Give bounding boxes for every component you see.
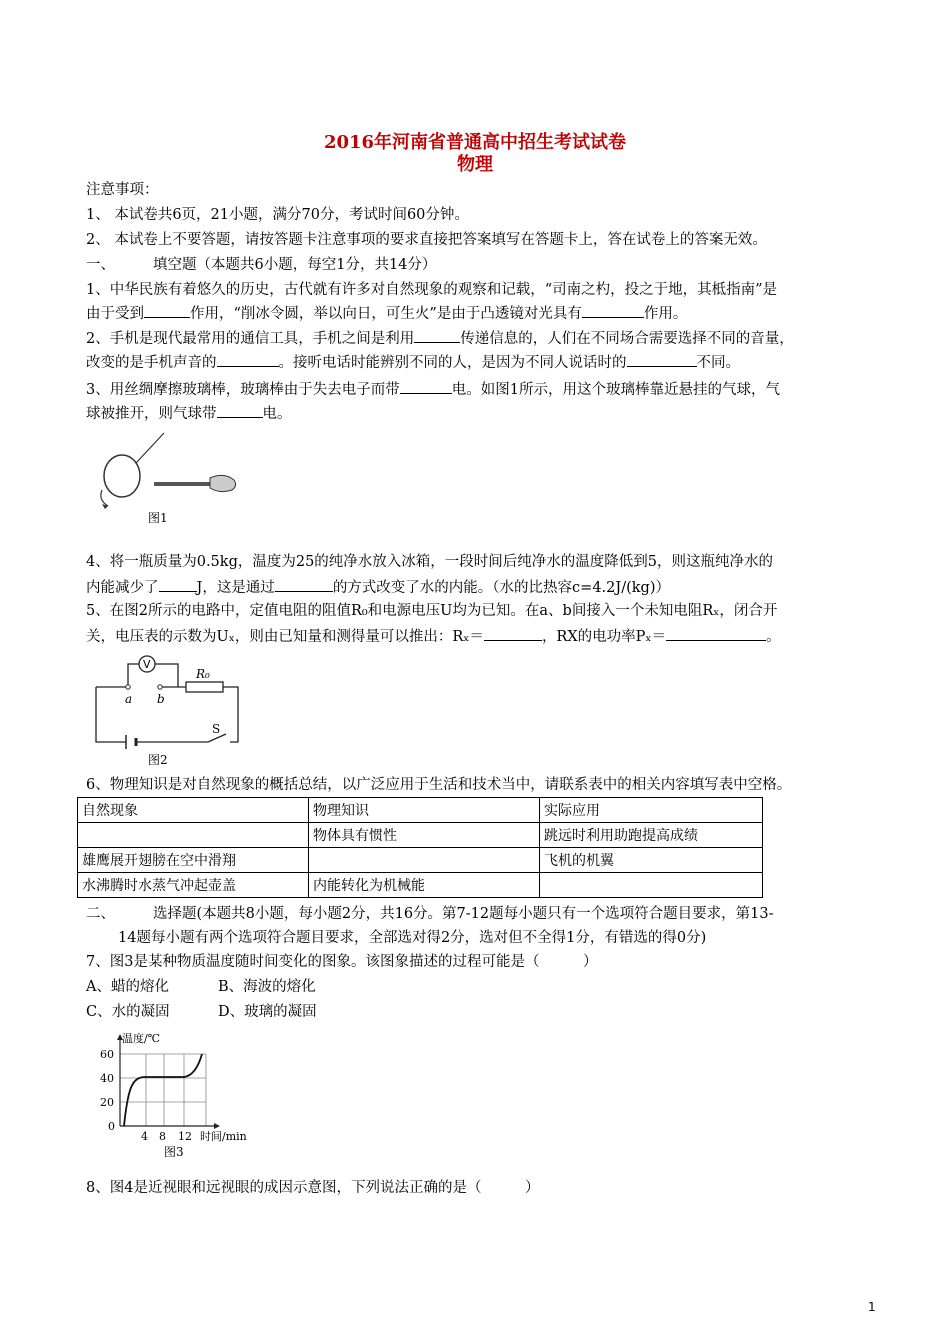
switch-label: S [212, 722, 221, 736]
table-cell: 内能转化为机械能 [309, 873, 540, 898]
resistor-r0-icon [186, 682, 223, 692]
q2-blank-1[interactable] [414, 327, 460, 343]
section2-number: 二、 [86, 906, 115, 922]
table-cell-blank[interactable] [78, 823, 309, 848]
temperature-curve [124, 1054, 202, 1126]
x-tick-12: 12 [178, 1130, 192, 1143]
grid-lines [120, 1054, 206, 1126]
section1-title: 填空题（本题共6小题，每空1分，共14分） [153, 257, 437, 273]
table-header-cell: 自然现象 [78, 798, 309, 823]
q2-text-b: 传递信息的，人们在不同场合需要选择不同的音量， [460, 331, 794, 347]
q2-line2 [86, 351, 740, 373]
q3-line1 [86, 378, 780, 400]
table-cell-blank[interactable] [309, 848, 540, 873]
figure-3-graph [88, 1028, 268, 1163]
q5-blank-1[interactable] [484, 625, 542, 641]
q7-option-a[interactable]: A、蜡的熔化 [86, 979, 169, 995]
q8-text: 8、图4是近视眼和远视眼的成因示意图，下列说法正确的是（ ） [86, 1180, 540, 1196]
terminal-a-label: a [125, 692, 133, 706]
voltmeter-label: V [143, 658, 151, 671]
x-axis-label: 时间/min [200, 1130, 247, 1143]
y-tick-20: 20 [100, 1096, 114, 1109]
q1-blank-2[interactable] [582, 302, 644, 318]
q4-text-c: 的方式改变了水的内能。（水的比热容c=4.2J/(kg)） [332, 580, 670, 596]
q3-text-b: 电。如图1所示，用这个玻璃棒靠近悬挂的气球，气 [451, 382, 780, 398]
page-number: 1 [868, 1300, 876, 1314]
wire-left [96, 687, 126, 742]
x-axis-arrow-icon [214, 1123, 220, 1129]
y-axis-label: 温度/℃ [122, 1032, 161, 1045]
q4-text-a: 内能减少了 [86, 580, 159, 596]
table-cell: 飞机的机翼 [540, 848, 763, 873]
q4-line2 [86, 576, 670, 598]
figure-2-circuit [88, 650, 248, 768]
terminal-a [126, 685, 130, 689]
q6-intro: 6、物理知识是对自然现象的概括总结，以广泛应用于生活和技术当中，请联系表中的相关内容填写表中空格。 [86, 777, 792, 793]
y-tick-60: 60 [100, 1048, 114, 1061]
q3-text-d: 电。 [262, 406, 292, 422]
q5-text-a: 关，电压表的示数为Uₓ，则由已知量和测得量可以推出：Rₓ＝ [86, 629, 484, 645]
table-header-cell: 物理知识 [309, 798, 540, 823]
q1-line2 [86, 302, 687, 324]
y-tick-0: 0 [108, 1120, 115, 1133]
q5-blank-2[interactable] [666, 625, 766, 641]
figure-1-label: 图1 [148, 511, 168, 525]
x-tick-4: 4 [141, 1130, 148, 1143]
table-header-cell: 实际应用 [540, 798, 763, 823]
table-cell-blank[interactable] [540, 873, 763, 898]
figure-1-balloon-rod [88, 430, 248, 530]
table-row [78, 873, 763, 898]
q1-blank-1[interactable] [144, 302, 190, 318]
terminal-b [158, 685, 162, 689]
notice-heading: 注意事项： [86, 182, 159, 198]
q7-text: 7、图3是某种物质温度随时间变化的图象。该图象描述的过程可能是（ ） [86, 954, 598, 970]
q3-blank-1[interactable] [400, 378, 452, 394]
q1-text-c: 作用。 [643, 306, 688, 322]
voltmeter-wire-right [155, 664, 178, 687]
q2-blank-2[interactable] [217, 351, 279, 367]
table-header-row [78, 798, 763, 823]
figure-3-label: 图3 [164, 1145, 184, 1159]
q2-text-c: 改变的是手机声音的 [86, 355, 217, 371]
q1-text-b: 作用，“削冰令圆，举以向日，可生火”是由于凸透镜对光具有 [190, 306, 582, 322]
notice-item-1: 1、 本试卷共6页，21小题，满分70分，考试时间60分钟。 [86, 207, 469, 223]
q1-text-a: 由于受到 [86, 306, 144, 322]
q4-blank-1[interactable] [159, 576, 197, 592]
q7-options-row2 [86, 1002, 317, 1022]
exam-title: 2016年河南省普通高中招生考试试卷 [323, 132, 627, 153]
figure-2-label: 图2 [148, 753, 168, 767]
table-row [78, 823, 763, 848]
q7-option-d[interactable]: D、玻璃的凝固 [218, 1004, 317, 1020]
q2-text-a: 2、手机是现代最常用的通信工具，手机之间是利用 [86, 331, 415, 347]
q7-option-b[interactable]: B、海波的熔化 [218, 979, 316, 995]
q2-text-e: 不同。 [696, 355, 740, 371]
motion-arrow-icon [101, 490, 108, 506]
notice-item-2: 2、 本试卷上不要答题，请按答题卡注意事项的要求直接把答案填写在答题卡上，答在试卷上的答案无效。 [86, 232, 767, 248]
q3-line2 [86, 402, 292, 424]
q5-line1: 5、在图2所示的电路中，定值电阻的阻值R₀和电源电压U均为已知。在a、b间接入一个未知电阻Rₓ，闭合开 [86, 603, 778, 619]
section1-number: 一、 [86, 257, 115, 273]
table-cell: 水沸腾时水蒸气冲起壶盖 [78, 873, 309, 898]
x-tick-8: 8 [159, 1130, 166, 1143]
section1-heading [86, 255, 436, 275]
q2-text-d: 。接听电话时能辨别不同的人，是因为不同人说话时的 [278, 355, 627, 371]
exam-subject: 物理 [457, 154, 493, 175]
suspension-thread [136, 433, 164, 463]
q6-table [77, 797, 763, 898]
q1-line1: 1、中华民族有着悠久的历史，古代就有许多对自然现象的观察和记载，“司南之杓，投之于地，其柢指南”是 [86, 282, 778, 298]
section2-line1 [86, 904, 773, 924]
q4-blank-2[interactable] [275, 576, 333, 592]
table-row [78, 848, 763, 873]
table-cell: 雄鹰展开翅膀在空中滑翔 [78, 848, 309, 873]
y-tick-40: 40 [100, 1072, 114, 1085]
q5-text-b: ，RX的电功率Pₓ＝ [541, 629, 667, 645]
q5-line2 [86, 625, 781, 647]
voltmeter-wire-left [128, 664, 139, 687]
q2-line1 [86, 327, 794, 349]
section2-line2: 14题每小题有两个选项符合题目要求，全部选对得2分，选对但不全得1分，有错选的得0分) [118, 930, 707, 946]
section2-text-1: 选择题(本题共8小题，每小题2分，共16分。第7-12题每小题只有一个选项符合题目要求，第13- [153, 906, 774, 922]
q3-text-c: 球被推开，则气球带 [86, 406, 217, 422]
table-cell: 物体具有惯性 [309, 823, 540, 848]
balloon-icon [104, 455, 140, 497]
q2-blank-3[interactable] [627, 351, 697, 367]
q7-options-row1 [86, 977, 316, 997]
q5-text-c: 。 [766, 629, 781, 645]
q3-blank-2[interactable] [217, 402, 263, 418]
q4-text-b: J，这是通过 [196, 580, 275, 596]
q4-line1: 4、将一瓶质量为0.5kg，温度为25的纯净水放入冰箱，一段时间后纯净水的温度降低到5，则这瓶纯净水的 [86, 554, 774, 570]
q3-text-a: 3、用丝绸摩擦玻璃棒，玻璃棒由于失去电子而带 [86, 382, 400, 398]
q7-option-c[interactable]: C、水的凝固 [86, 1004, 170, 1020]
terminal-b-label: b [157, 692, 165, 706]
table-cell: 跳远时利用助跑提高成绩 [540, 823, 763, 848]
resistor-r0-label: R₀ [196, 667, 210, 681]
hand-icon [210, 475, 236, 491]
